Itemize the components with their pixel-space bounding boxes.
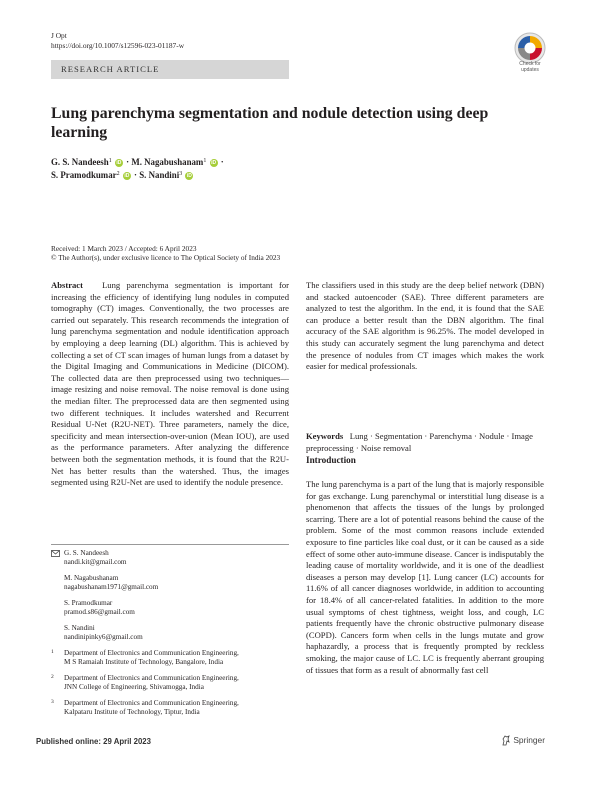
affiliation [51,674,289,692]
received-accepted-dates: Received: 1 March 2023 / Accepted: 6 April 2023 [51,244,197,253]
contact-email[interactable]: nandinipinky6@gmail.com [64,633,143,642]
published-online: Published online: 29 April 2023 [36,737,151,746]
footnote-rule [51,544,289,545]
author-affiliation-ref: 3 [179,171,183,177]
affiliation-number: 2 [51,674,54,680]
keywords-text: Lung · Segmentation · Parenchyma · Nodule · Image preprocessing · Noise removal [306,431,533,453]
journal-name: J Opt [51,31,67,40]
affiliation-number: 1 [51,649,54,655]
keywords [306,431,544,454]
author-name[interactable]: S. Nandini [139,170,180,180]
affiliation [51,699,289,717]
abstract-continuation [306,280,544,373]
crossmark-icon [513,31,547,65]
contact-entry [51,599,289,617]
article-title: Lung parenchyma segmentation and nodule detection using deep learning [51,105,489,141]
abstract-label: Abstract [51,280,83,290]
affiliation [51,649,289,667]
affiliation-institution: Kalpataru Institute of Technology, Tiptur, India [64,708,200,717]
author-name[interactable]: M. Nagabushanam [131,157,204,167]
introduction-text: The lung parenchyma is a part of the lung that is majorly responsible for gas exchange. Lung parenchymal or interstitial lung disease is a phenomenon that affects the tissues of the lungs by prolonged scarring. There are a lot of potential reasons behind the cause of the problem. Some of the most common reasons include extended exposure to fine particles like coal dust, or it can be caused as a side effect of some other auto-immune disease. Cancer is indisputably the leading cause of mortality worldwide, and it is one of the deadliest diseases a person may develop [1]. Lung cancer (LC) accounts for 11.6% of all cancer diagnoses worldwide, in addition to accounting for 18.4% of all cancer-related fatalities. In addition to the more usual symptoms of chest tightness, weight loss, and cough, LC patients frequently have the chronic obstructive pulmonary disease (COPD). Cancers form when cells in the lungs mutate and grow haphazardly, a process that is frequently prompted by reckless smoking, the major cause of LC. LC is frequently aberrant grouping of tissues that form as a result of abnormally fast cell [306,479,544,675]
affiliation-institution: M S Ramaiah Institute of Technology, Bangalore, India [64,658,224,667]
contact-entry [51,549,289,567]
crossmark-badge[interactable] [513,31,547,65]
affiliation-department: Department of Electronics and Communication Engineering, [64,674,239,682]
orcid-icon[interactable]: iD [211,159,217,166]
abstract [51,280,289,489]
doi-link[interactable]: https://doi.org/10.1007/s12596-023-01187-w [51,41,185,50]
contact-email[interactable]: nagabushanam1971@gmail.com [64,583,159,592]
orcid-icon[interactable]: iD [186,172,192,179]
contact-name: M. Nagabushanam [64,574,119,582]
contact-entry [51,574,289,592]
section-heading-introduction: Introduction [306,455,356,465]
author-name[interactable]: G. S. Nandeesh [51,157,109,167]
author-separator: · [218,157,224,167]
orcid-icon[interactable]: iD [124,172,130,179]
contact-name: G. S. Nandeesh [64,549,109,557]
keywords-label: Keywords [306,431,344,441]
affiliation-department: Department of Electronics and Communication Engineering, [64,699,239,707]
contact-email[interactable]: pramod.s86@gmail.com [64,608,135,617]
authors-line-2 [51,170,194,181]
publisher-name: Springer [513,735,545,745]
orcid-icon[interactable]: iD [116,159,122,166]
contact-entry [51,624,289,642]
authors-line-1 [51,157,224,168]
envelope-icon [51,550,60,557]
contact-name: S. Nandini [64,624,95,632]
author-separator: · [123,157,132,167]
contact-name: S. Pramodkumar [64,599,113,607]
author-separator: · [131,170,140,180]
abstract-continuation-text: The classifiers used in this study are the deep belief network (DBN) and stacked autoencoder (SAE). Three different parameters are analyzed to test the algorithm. In the end, it is found that the SAE can produce a better result than the DBN algorithm. The final accuracy of the SAE algorithm is 96.25%. The model developed in this study can accurately segment the lung parenchyma and detect the presence of nodules from CT images which makes the work easier for medical professionals. [306,280,544,372]
author-name[interactable]: S. Pramodkumar [51,170,117,180]
crossmark-label: Check for updates [519,61,541,73]
author-affiliation-ref: 2 [116,171,120,177]
contact-email[interactable]: nandi.kit@gmail.com [64,558,127,567]
introduction-body [306,479,544,676]
affiliation-number: 3 [51,699,54,705]
author-affiliation-ref: 1 [108,158,112,164]
article-type: RESEARCH ARTICLE [61,64,160,74]
author-affiliation-ref: 1 [203,158,207,164]
affiliation-department: Department of Electronics and Communication Engineering, [64,649,239,657]
copyright-notice: © The Author(s), under exclusive licence to The Optical Society of India 2023 [51,253,281,262]
article-type-band [51,60,289,79]
springer-horse-icon [501,735,511,746]
abstract-text: Lung parenchyma segmentation is important for increasing the efficiency of identifying lung nodules in computed tomography (CT) images. Conventionally, the two processes are carried out separately. This research recommends the integration of lung parenchyma segmentation and nodule identification approach by employing a deep learning (DL) algorithm. This is achieved by collecting a set of CT scan images of human lungs from a dataset by the Digital Imaging and Communications in Medicine (DICOM). The collected data are then preprocessed using two techniques—image resizing and noise removal. The noise removal is done using the median filter. The preprocessed data are then segmented using two different techniques. It includes watershed and Recurrent Residual U-Net (R2U-NET). Three parameters, namely the dice, specificity and mean intersection-over-union (Mean IOU), are used as the performance parameters. After analyzing the difference between both the segmentation methods, it is found that the R2U-Net has better results than the watershed. Thus, the images segmented using R2U-Net are used to identify the nodule presence. [51,280,289,488]
affiliation-institution: JNN College of Engineering, Shivamogga, India [64,683,204,692]
publisher-logo [501,735,545,746]
